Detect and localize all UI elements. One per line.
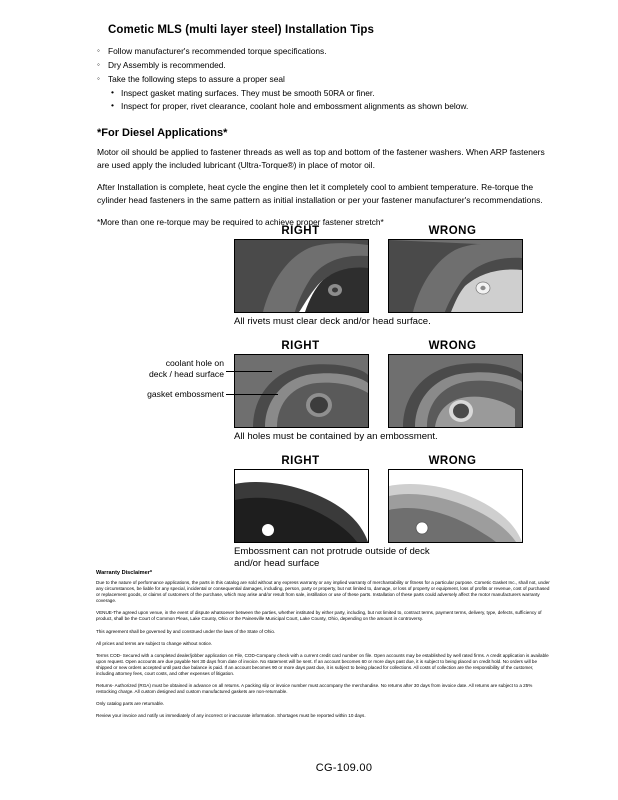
callout-gasket-embossment-label: gasket embossment [147, 389, 224, 399]
list-item [96, 73, 546, 112]
callout-leader-line-2 [226, 394, 278, 395]
callout-gasket-embossment [96, 389, 224, 400]
tips-sublist [108, 87, 546, 113]
figure-row-1-images [234, 239, 556, 313]
list-item-label: Take the following steps to assure a proper seal [108, 74, 285, 85]
figure-caption-embossment-line2: and/or head surface [234, 558, 320, 569]
figure-caption-embossment [234, 546, 556, 570]
instructions-section [96, 24, 546, 228]
callout-coolant-hole-line1: coolant hole on [165, 358, 224, 368]
figure-hole-wrong [388, 354, 523, 428]
figure-row-3-labels [234, 455, 556, 469]
warranty-paragraph: This agreement shall be governed by and construed under the laws of the State of Ohio. [96, 628, 276, 634]
warranty-paragraph: Due to the nature of performance applications, the parts in this catalog are sold without any express warranty or any implied warranty of merchantability or fitness for a particular purpose. Cometic Gasket Inc., shall not, under any circumstances, be liable for any special, incidental or consequential damages, including, person, party or property, but not limited to, damage, or loss of property or equipment, loss of profits or revenue, cost of purchased or replacement goods, or claims of customers of the purchase, which may arise and/or result from sale, instillation or use of these parts. Installation of these parts could adversely affect the motor manufacturers warranty coverage. [96, 580, 550, 604]
figure-caption-holes: All holes must be contained by an embossment. [234, 431, 438, 442]
figure-row-holes [96, 340, 556, 443]
figure-row-2-images [234, 354, 556, 428]
warranty-paragraph: Only catalog parts are returnable. [96, 701, 165, 707]
diesel-paragraph-1: Motor oil should be applied to fastener threads as well as top and bottom of the fastener washers. When ARP fasteners are used apply the included lubricant (Ultra-Torque®) in place of motor oil. [97, 147, 545, 170]
figure-row-embossment [96, 455, 556, 570]
warranty-paragraph: VENUE-The agreed upon venue, in the event of dispute whatsoever between the parties, whether instituted by either party, including, but not limited to, contract terms, payment terms, delivery, type, defects, sufficiency of product, shall be the Court of Common Pleas, Lake County, Ohio or the Painesville Municipal Court, Lake County, Ohio, depending on the amount in controversy. [96, 610, 542, 622]
figure-rivet-wrong [388, 239, 523, 313]
figures-section [96, 225, 556, 572]
warranty-paragraph: All prices and terms are subject to change without notice. [96, 640, 213, 646]
list-item: • Inspect gasket mating surfaces. They must be smooth 50RA or finer. [108, 87, 546, 100]
figure-embossment-wrong [388, 469, 523, 543]
document-number-label: CG-109.00 [315, 762, 373, 774]
figure-label-wrong: WRONG [428, 455, 477, 467]
figure-row-1-labels [234, 225, 556, 239]
warranty-heading: Warranty Disclaimer* [96, 570, 153, 576]
figure-rivet-right [234, 239, 369, 313]
figure-caption-embossment-line1: Embossment can not protrude outside of deck [234, 546, 430, 557]
document-number [0, 762, 618, 774]
diesel-paragraph-2: After Installation is complete, heat cycle the engine then let it completely cool to ambient temperature. Re-torque the cylinder head fasteners in the same pattern as initial installation or per your fastener manufacturer's recommendations. [97, 182, 543, 205]
callout-coolant-hole-line2: deck / head surface [148, 369, 224, 379]
figure-label-wrong: WRONG [428, 340, 477, 352]
tips-list [96, 45, 546, 112]
callout-coolant-hole [96, 358, 224, 380]
page-title: Cometic MLS (multi layer steel) Installation Tips [108, 24, 375, 36]
figure-row-2-labels [234, 340, 556, 354]
warranty-paragraph: Returns- Authorized (RGA) must be obtained in advance on all returns. A packing slip or invoice number must accompany the merchandise. No returns after 30 days from invoice date. All returns are subject to a 25% restocking charge. All custom designed and custom manufactured gaskets are non-returnable. [96, 683, 533, 695]
diesel-heading: *For Diesel Applications* [97, 127, 228, 140]
figure-label-right: RIGHT [281, 455, 320, 467]
warranty-paragraph: Review your invoice and notify us immediately of any incorrect or inaccurate information. Shortages must be reported within 10 days. [96, 713, 366, 719]
warranty-paragraph: Terms COD- Secured with a completed dealer/jobber application on File, COD-Company check with a current credit card number on file. Open accounts may be established by well rated firms. A credit application is available upon request. Open accounts are due payable Net 30 days from date of invoice. No statement will be sent. If an account becomes 60 or more days past due, it is subject to being placed on credit hold. No orders will be shipped or new orders accepted until past due balance is paid. If an account becomes 90 or more days past due, it is subject to being placed for collections. All costs of collection are the responsibility of the customer, including attorney fees, court costs, and other expenses of litigation. [96, 652, 549, 677]
figure-hole-right [234, 354, 369, 428]
figure-row-3-images [234, 469, 556, 543]
figure-label-right: RIGHT [281, 340, 320, 352]
list-item: • Inspect for proper, rivet clearance, coolant hole and embossment alignments as shown below. [108, 100, 546, 113]
figure-embossment-right [234, 469, 369, 543]
retorque-note: *More than one re-torque may be required to achieve proper fastener stretch* [97, 217, 384, 228]
figure-caption-rivets: All rivets must clear deck and/or head surface. [234, 316, 431, 327]
callout-leader-line-1 [226, 371, 272, 372]
figure-row-rivets [96, 225, 556, 328]
warranty-section [96, 570, 551, 726]
figure-label-right: RIGHT [281, 225, 320, 237]
list-item: ◦ Follow manufacturer's recommended torque specifications. [96, 45, 546, 58]
figure-label-wrong: WRONG [428, 225, 477, 237]
list-item: ◦ Dry Assembly is recommended. [96, 59, 546, 72]
